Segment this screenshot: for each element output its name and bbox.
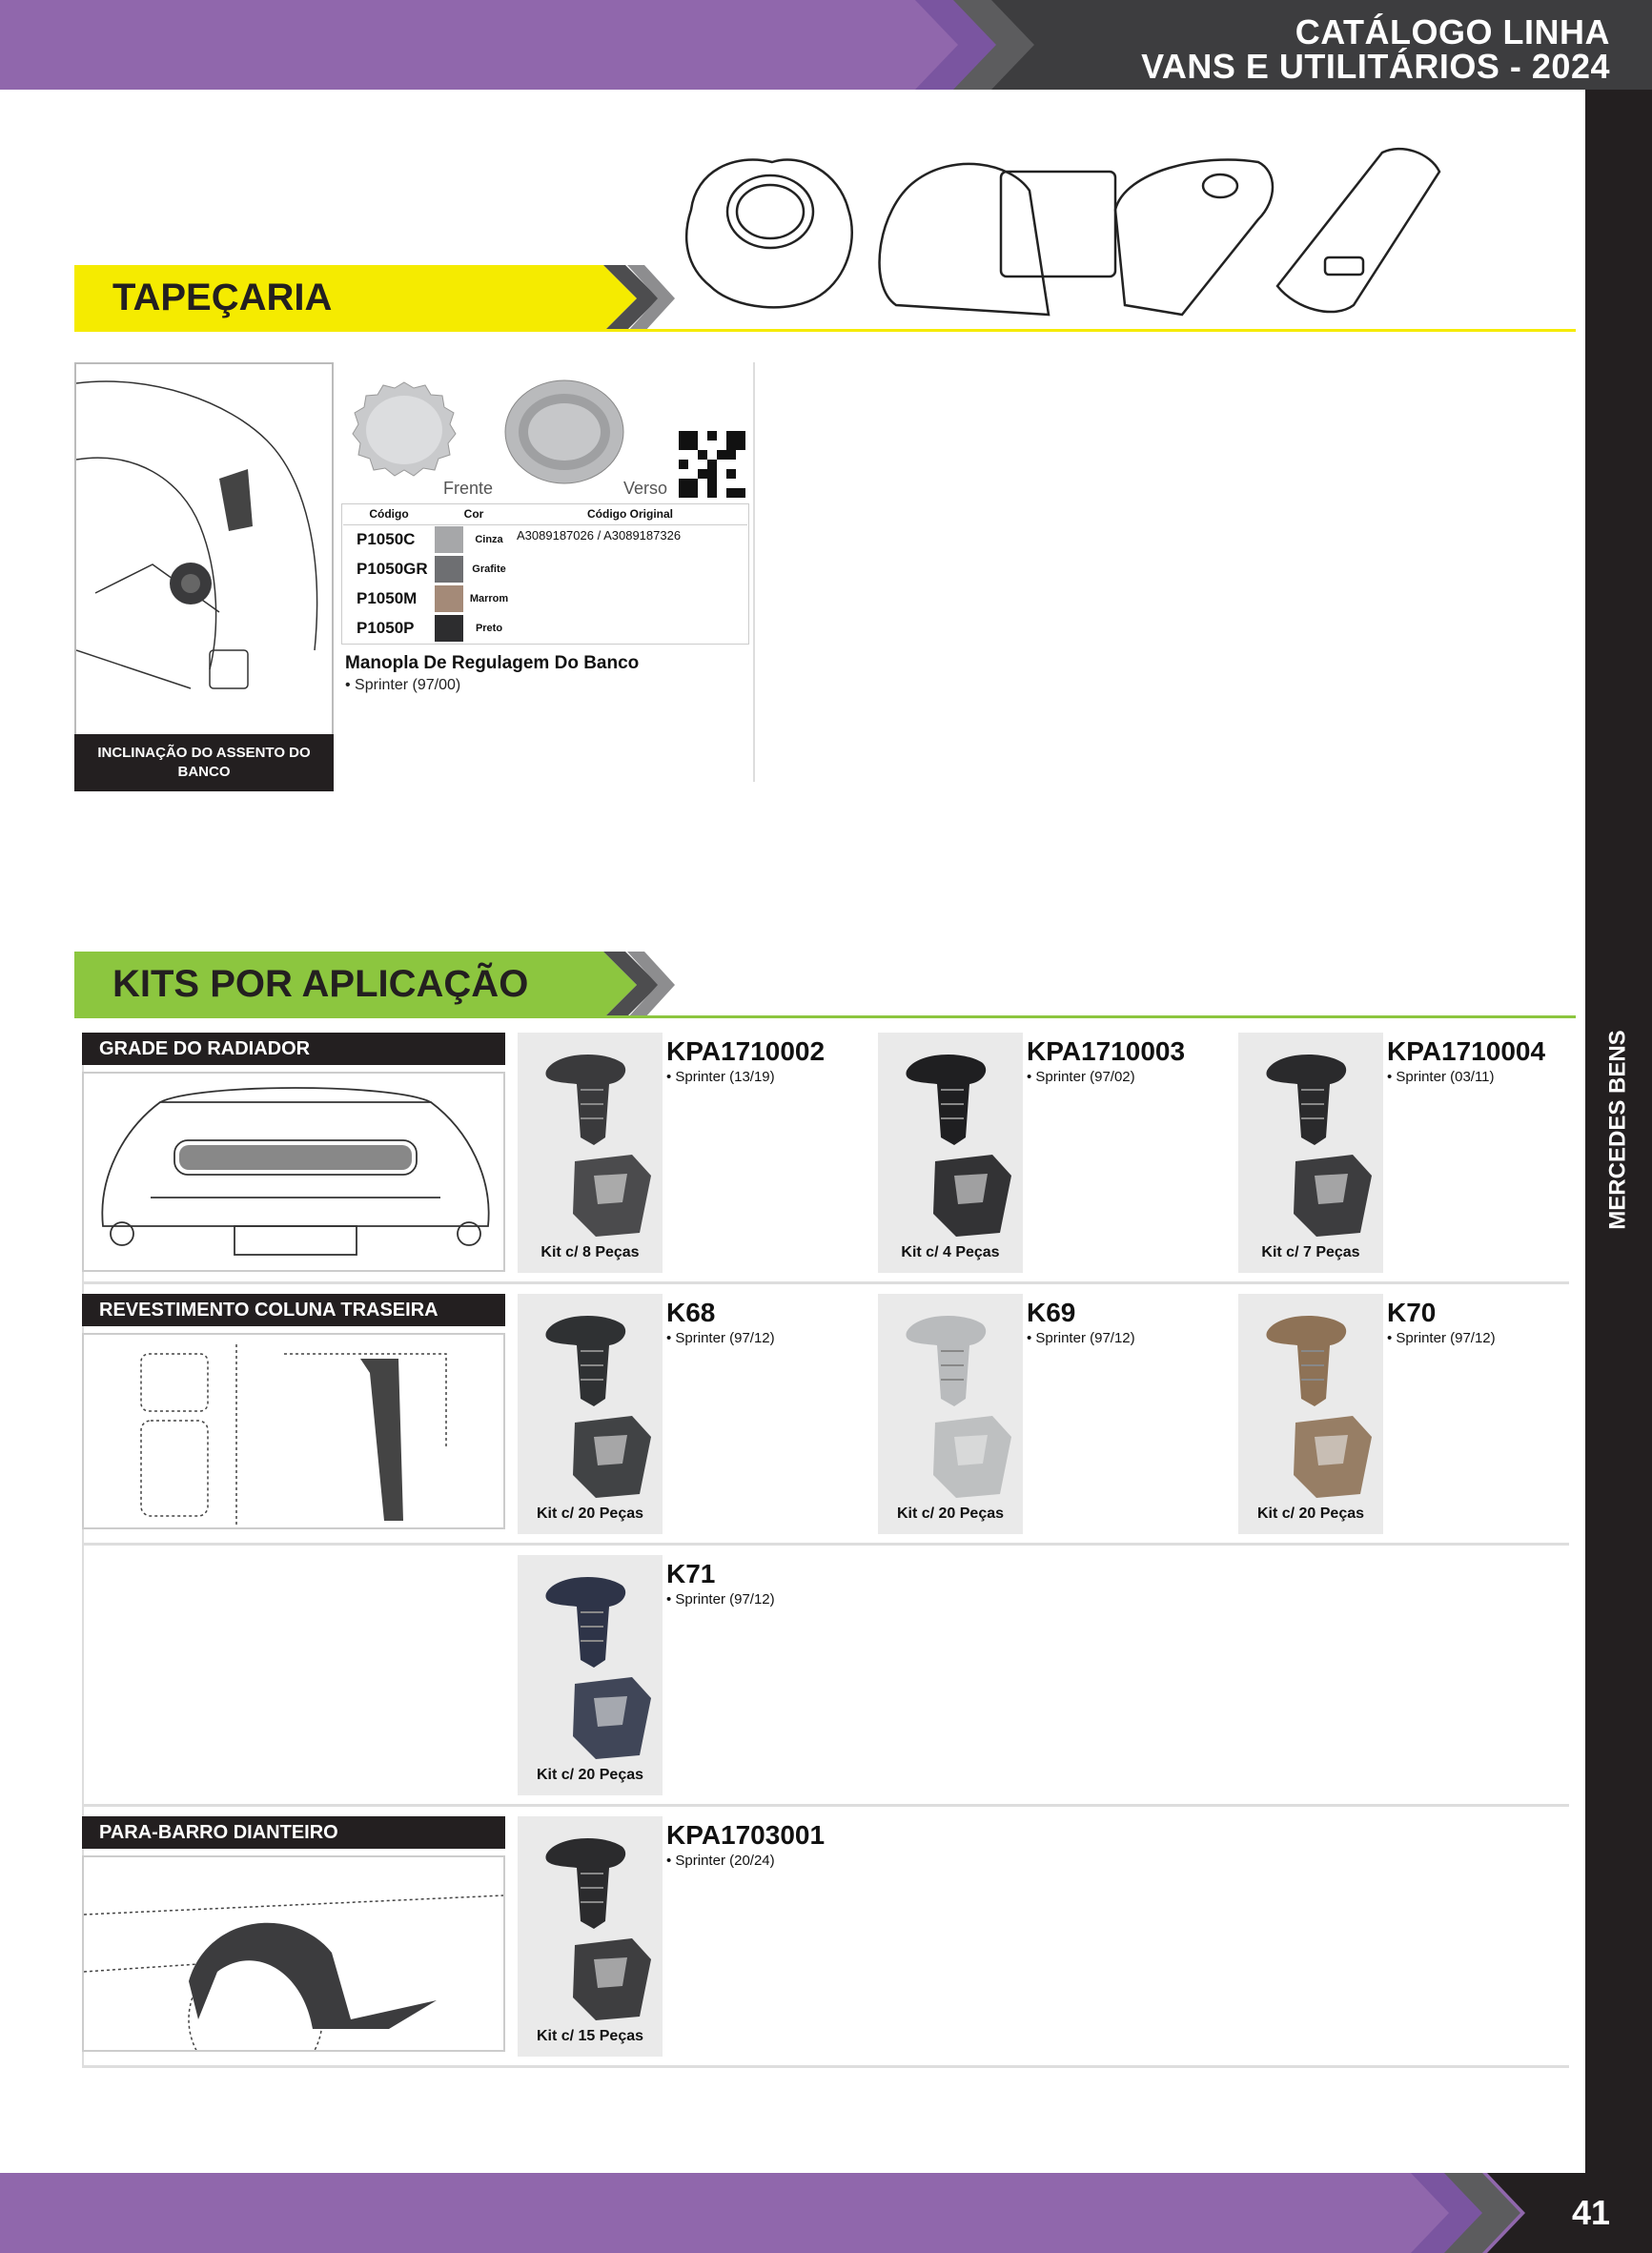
qr-code [679,431,745,498]
color-swatch [435,524,465,554]
swatch-fill [435,526,463,553]
part-code: P1050P [357,618,415,637]
rear-pillar-illustration [82,1333,505,1529]
part-code: P1050M [357,588,418,607]
knob-front-photo [345,377,464,481]
section-title-kits: KITS POR APLICAÇÃO [112,963,529,1005]
knob-back-photo [500,377,629,486]
color-name: Cinza [475,533,503,545]
color-name: Marrom [469,592,509,604]
kit-code: KPA1710002 [666,1036,826,1066]
kit-count: Kit c/ 15 Peças [536,2028,644,2044]
kit-photo [518,1033,663,1273]
tapecaria-divider [753,362,755,782]
kit-code: KPA1710004 [1387,1036,1546,1066]
table-row [343,524,747,554]
part-code: P1050C [357,529,416,548]
row-divider [82,1281,1569,1284]
kit-count: Kit c/ 20 Peças [1256,1505,1365,1522]
row-divider [82,1543,1569,1546]
color-name: Preto [475,622,503,634]
color-swatch [435,584,465,613]
kit-photo [1238,1033,1383,1273]
table-row [343,584,747,613]
parts-illustration [667,114,1582,334]
catalog-title [1141,12,1610,86]
view-back-label: Verso [623,479,668,498]
kit-card[interactable] [518,1294,870,1534]
original-code: A3089187026 / A3089187326 [517,527,682,543]
row-label-grade-radiador: GRADE DO RADIADOR [82,1033,505,1065]
kit-card[interactable] [518,1816,870,2057]
kit-photo [878,1294,1023,1534]
row-divider [82,2065,1569,2068]
kit-card[interactable] [518,1555,870,1795]
kit-photo [518,1555,663,1795]
kit-code: KPA1703001 [666,1820,826,1850]
kit-card[interactable] [878,1294,1231,1534]
page-number: 41 [1571,2193,1610,2232]
kit-code: K71 [666,1559,716,1588]
kit-application: • Sprinter (97/02) [1027,1069,1135,1085]
view-front-label: Frente [443,479,494,498]
color-swatch [435,613,465,643]
kit-application: • Sprinter (97/12) [1387,1330,1496,1346]
application-caption: INCLINAÇÃO DO ASSENTO DO BANCO [74,734,334,791]
kit-application: • Sprinter (97/12) [666,1330,775,1346]
part-table [343,503,747,643]
seat-application-figure [74,362,334,791]
color-name: Grafite [472,563,506,575]
kit-code: K68 [666,1298,716,1327]
kit-count: Kit c/ 20 Peças [536,1767,644,1783]
color-swatch [435,554,465,584]
original-code [513,613,747,643]
kit-count: Kit c/ 20 Peças [896,1505,1005,1522]
row-label-para-barro: PARA-BARRO DIANTEIRO [82,1816,505,1849]
table-header-row [343,503,747,524]
kit-application: • Sprinter (97/12) [666,1591,775,1608]
kit-photo [518,1816,663,2057]
row-label-coluna-traseira: REVESTIMENTO COLUNA TRASEIRA [82,1294,505,1326]
front-grille-illustration [82,1072,505,1272]
kit-count: Kit c/ 7 Peças [1261,1244,1360,1260]
catalog-title-line1: CATÁLOGO LINHA [1295,12,1610,51]
brand-side-label: MERCEDES BENS [1605,1030,1631,1230]
column-header-code: Código [343,503,435,524]
kit-photo [878,1033,1023,1273]
kit-code: KPA1710003 [1027,1036,1186,1066]
kit-photo [518,1294,663,1534]
kit-count: Kit c/ 8 Peças [540,1244,640,1260]
kit-application: • Sprinter (13/19) [666,1069,775,1085]
table-row [343,554,747,584]
swatch-fill [435,585,463,612]
column-header-original: Código Original [513,503,747,524]
kit-code: K70 [1387,1298,1437,1327]
kit-count: Kit c/ 20 Peças [536,1505,644,1522]
original-code [513,554,747,584]
kit-card[interactable] [878,1033,1231,1273]
kit-application: • Sprinter (03/11) [1387,1069,1495,1085]
column-header-color: Cor [435,503,513,524]
kit-application: • Sprinter (97/12) [1027,1330,1135,1346]
kits-rule [74,1015,1576,1018]
section-title-tapecaria: TAPEÇARIA [112,277,333,318]
footer-bar [0,2173,1652,2253]
part-code: P1050GR [357,559,428,578]
kit-count: Kit c/ 4 Peças [901,1244,1000,1260]
swatch-fill [435,556,463,583]
fender-liner-illustration [82,1855,505,2052]
product-name: Manopla De Regulagem Do Banco [345,653,640,673]
original-code [513,584,747,613]
kit-application: • Sprinter (20/24) [666,1853,775,1869]
table-row [343,613,747,643]
kit-code: K69 [1027,1298,1076,1327]
catalog-title-line2: VANS E UTILITÁRIOS - 2024 [1141,47,1610,86]
kit-photo [1238,1294,1383,1534]
product-application: • Sprinter (97/00) [345,677,461,693]
kit-card[interactable] [518,1033,870,1273]
row-divider [82,1804,1569,1807]
kit-card[interactable] [1238,1294,1591,1534]
swatch-fill [435,615,463,642]
kit-card[interactable] [1238,1033,1591,1273]
